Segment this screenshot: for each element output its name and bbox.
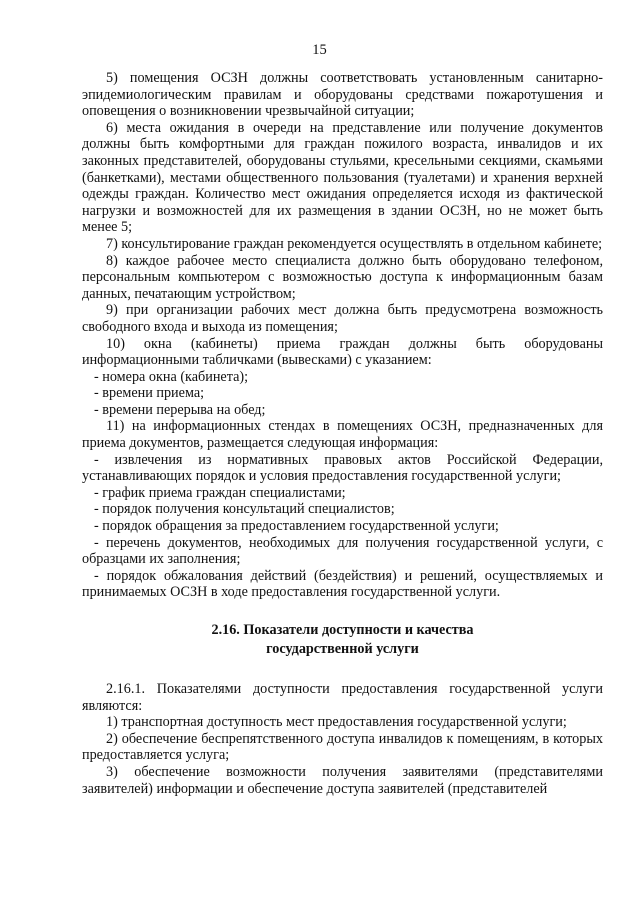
paragraph-2-16-1: 2.16.1. Показателями доступности предоставления государственной услуги являются: [82, 681, 603, 714]
paragraph-7: 7) консультирование граждан рекомендуется осуществлять в отдельном кабинете; [106, 235, 603, 252]
paragraph-indicator-3: 3) обеспечение возможности получения заявителями (представителями заявителей) информации и обеспечение доступа заявителей (представителей [82, 763, 603, 797]
page-content [82, 70, 603, 797]
paragraph-5: 5) помещения ОСЗН должны соответствовать установленным санитарно-эпидемиологическим правилам и оборудованы средствами пожаротушения и оповещения о возникновении чрезвычайной ситуации; [82, 70, 603, 120]
section-heading [82, 621, 603, 659]
paragraph-9: 9) при организации рабочих мест должна быть предусмотрена возможность свободного входа и выхода из помещения; [82, 302, 603, 335]
list-item: - времени приема; [94, 385, 205, 402]
page-number: 15 [312, 42, 327, 58]
list-item: - порядок получения консультаций специалистов; [94, 501, 395, 518]
paragraph-6: 6) места ожидания в очереди на представление или получение документов должны быть комфортными для граждан пожилого возраста, инвалидов и их законных представителей, оборудованы стульями, кресельными секциями, скамьями (банкетками), местами общественного пользования (туалетами) и хранения верхней одежды граждан. Количество мест ожидания определяется исходя из фактической нагрузки и возможностей для их размещения в здании ОСЗН, но не может быть менее 5; [82, 119, 603, 236]
paragraph-indicator-2: 2) обеспечение беспрепятственного доступа инвалидов к помещениям, в которых предоставляется услуга; [82, 730, 603, 764]
section-heading-line2: государственной услуги [266, 641, 419, 657]
list-item: - извлечения из нормативных правовых актов Российской Федерации, устанавливающих порядок и условия предоставления государственной услуги; [82, 451, 603, 485]
list-item: - график приема граждан специалистами; [94, 484, 346, 501]
list-item: - порядок обращения за предоставлением государственной услуги; [94, 518, 499, 535]
paragraph-8: 8) каждое рабочее место специалиста должно быть оборудовано телефоном, персональным компьютером с возможностью доступа к информационным базам данных, печатающим устройством; [82, 252, 603, 302]
paragraph-11: 11) на информационных стендах в помещениях ОСЗН, предназначенных для приема документов, размещается следующая информация: [82, 418, 603, 452]
list-item: - перечень документов, необходимых для получения государственной услуги, с образцами их заполнения; [82, 534, 603, 568]
section-heading-line1: 2.16. Показатели доступности и качества [211, 622, 474, 638]
list-item: - номера окна (кабинета); [94, 368, 249, 385]
paragraph-indicator-1: 1) транспортная доступность мест предоставления государственной услуги; [106, 714, 567, 731]
list-item: - времени перерыва на обед; [94, 401, 266, 418]
list-item: - порядок обжалования действий (бездействия) и решений, осуществляемых и принимаемых ОСЗН в ходе предоставления государственной услуги. [82, 567, 603, 601]
paragraph-10: 10) окна (кабинеты) приема граждан должны быть оборудованы информационными табличками (вывесками) с указанием: [82, 335, 603, 369]
